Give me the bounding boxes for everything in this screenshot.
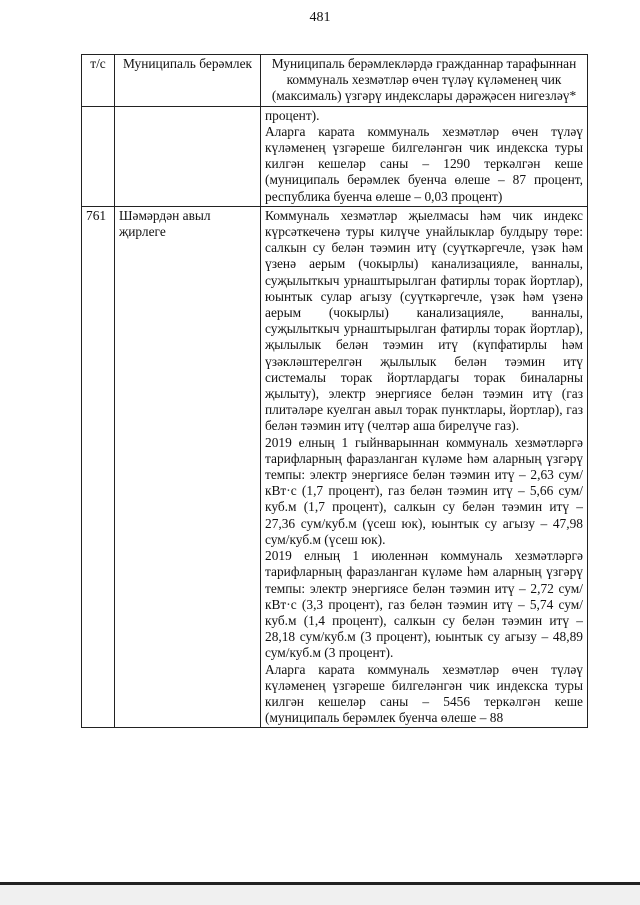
- header-municipality: Муниципаль берәмлек: [115, 55, 261, 107]
- paragraph: Коммуналь хезмәтләр җыелмасы һәм чик индекс күрсәткеченә туры килүче унайлыклар булдыру төре: салкын су белән тәэмин итү (суүткәргечле, үзәк һәм үзенә аерым (чокырлы) канализацияле, ванналы, суҗылыткыч урнаштырылган фатирлы торак йортлар), юынтык сулар агызу (суүткәргечле, үзәк һәм үзенә аерым (чокырлы) канализацияле, ванналы, суҗылыткыч урнаштырылган фатирлы торак йортлар), җылылык белән тәэмин итү (күпфатирлы һәм үзәкләштерелгән җылылык белән тәэмин итү системалы торак йортлардагы торак биналарны җылыту), электр энергиясе белән тәэмин итү (газ плитәләре куелган авыл торак пунктлары, йортлар), газ белән тәэмин итү (челтәр аша бирелүче газ).: [265, 207, 583, 434]
- cell-municipality-name: Шәмәрдән авыл җирлеге: [115, 206, 261, 728]
- scan-margin: [0, 885, 640, 905]
- cell-justification-continued: [261, 106, 588, 206]
- cell-justification: [261, 206, 588, 728]
- table-header-row: [82, 55, 588, 107]
- cell-row-number: 761: [82, 206, 115, 728]
- paragraph: Аларга карата коммуналь хезмәтләр өчен түләү күләменең үзгәреше билгеләнгән чик индекска туры килгән кешеләр саны – 5456 теркәлгән кеше (муниципаль берәмлек буенча өлеше – 88: [265, 661, 583, 726]
- page-number: 481: [309, 10, 331, 25]
- paragraph: 2019 елның 1 июленнән коммуналь хезмәтләргә тарифларның фаразланган күләме һәм аларның үзгәрү темпы: электр энергиясе белән тәэмин итү – 2,72 сум/кВт·с (3,3 процент), газ белән тәэмин итү – 5,74 сум/куб.м (1,4 процент), салкын су белән тәэмин итү – 28,18 сум/куб.м (3 процент), юынтык су агызу – 48,89 сум/куб.м (3 процент).: [265, 548, 583, 661]
- header-justification: Муниципаль берәмлекләрдә гражданнар тарафыннан коммуналь хезмәтләр өчен түләү күләменең чик (максималь) үзгәрү индекслары дәрәҗәсен нигезләү*: [261, 55, 588, 107]
- cell-number-empty: [82, 106, 115, 206]
- table-row-761: [82, 206, 588, 728]
- paragraph: 2019 елның 1 гыйнварыннан коммуналь хезмәтләргә тарифларның фаразланган күләме һәм аларның үзгәрү темпы: электр энергиясе белән тәэмин итү – 2,63 сум/кВт·с (1,7 процент), газ белән тәэмин итү – 5,66 сум/куб.м (1,7 процент), салкын су белән тәэмин итү – 27,36 сум/куб.м (үсеш юк), юынтык су агызу – 47,98 сум/куб.м (үсеш юк).: [265, 434, 583, 547]
- table-row-continued: [82, 106, 588, 206]
- paragraph: процент).: [265, 107, 320, 123]
- indices-table: [81, 54, 588, 728]
- paragraph: Аларга карата коммуналь хезмәтләр өчен түләү күләменең үзгәреше билгеләнгән чик индекска туры килгән кешеләр саны – 1290 теркәлгән кеше (муниципаль берәмлек буенча өлеше – 87 процент, республика буенча өлеше – 0,03 процент): [265, 123, 583, 204]
- cell-municipality-empty: [115, 106, 261, 206]
- header-number: т/с: [82, 55, 115, 107]
